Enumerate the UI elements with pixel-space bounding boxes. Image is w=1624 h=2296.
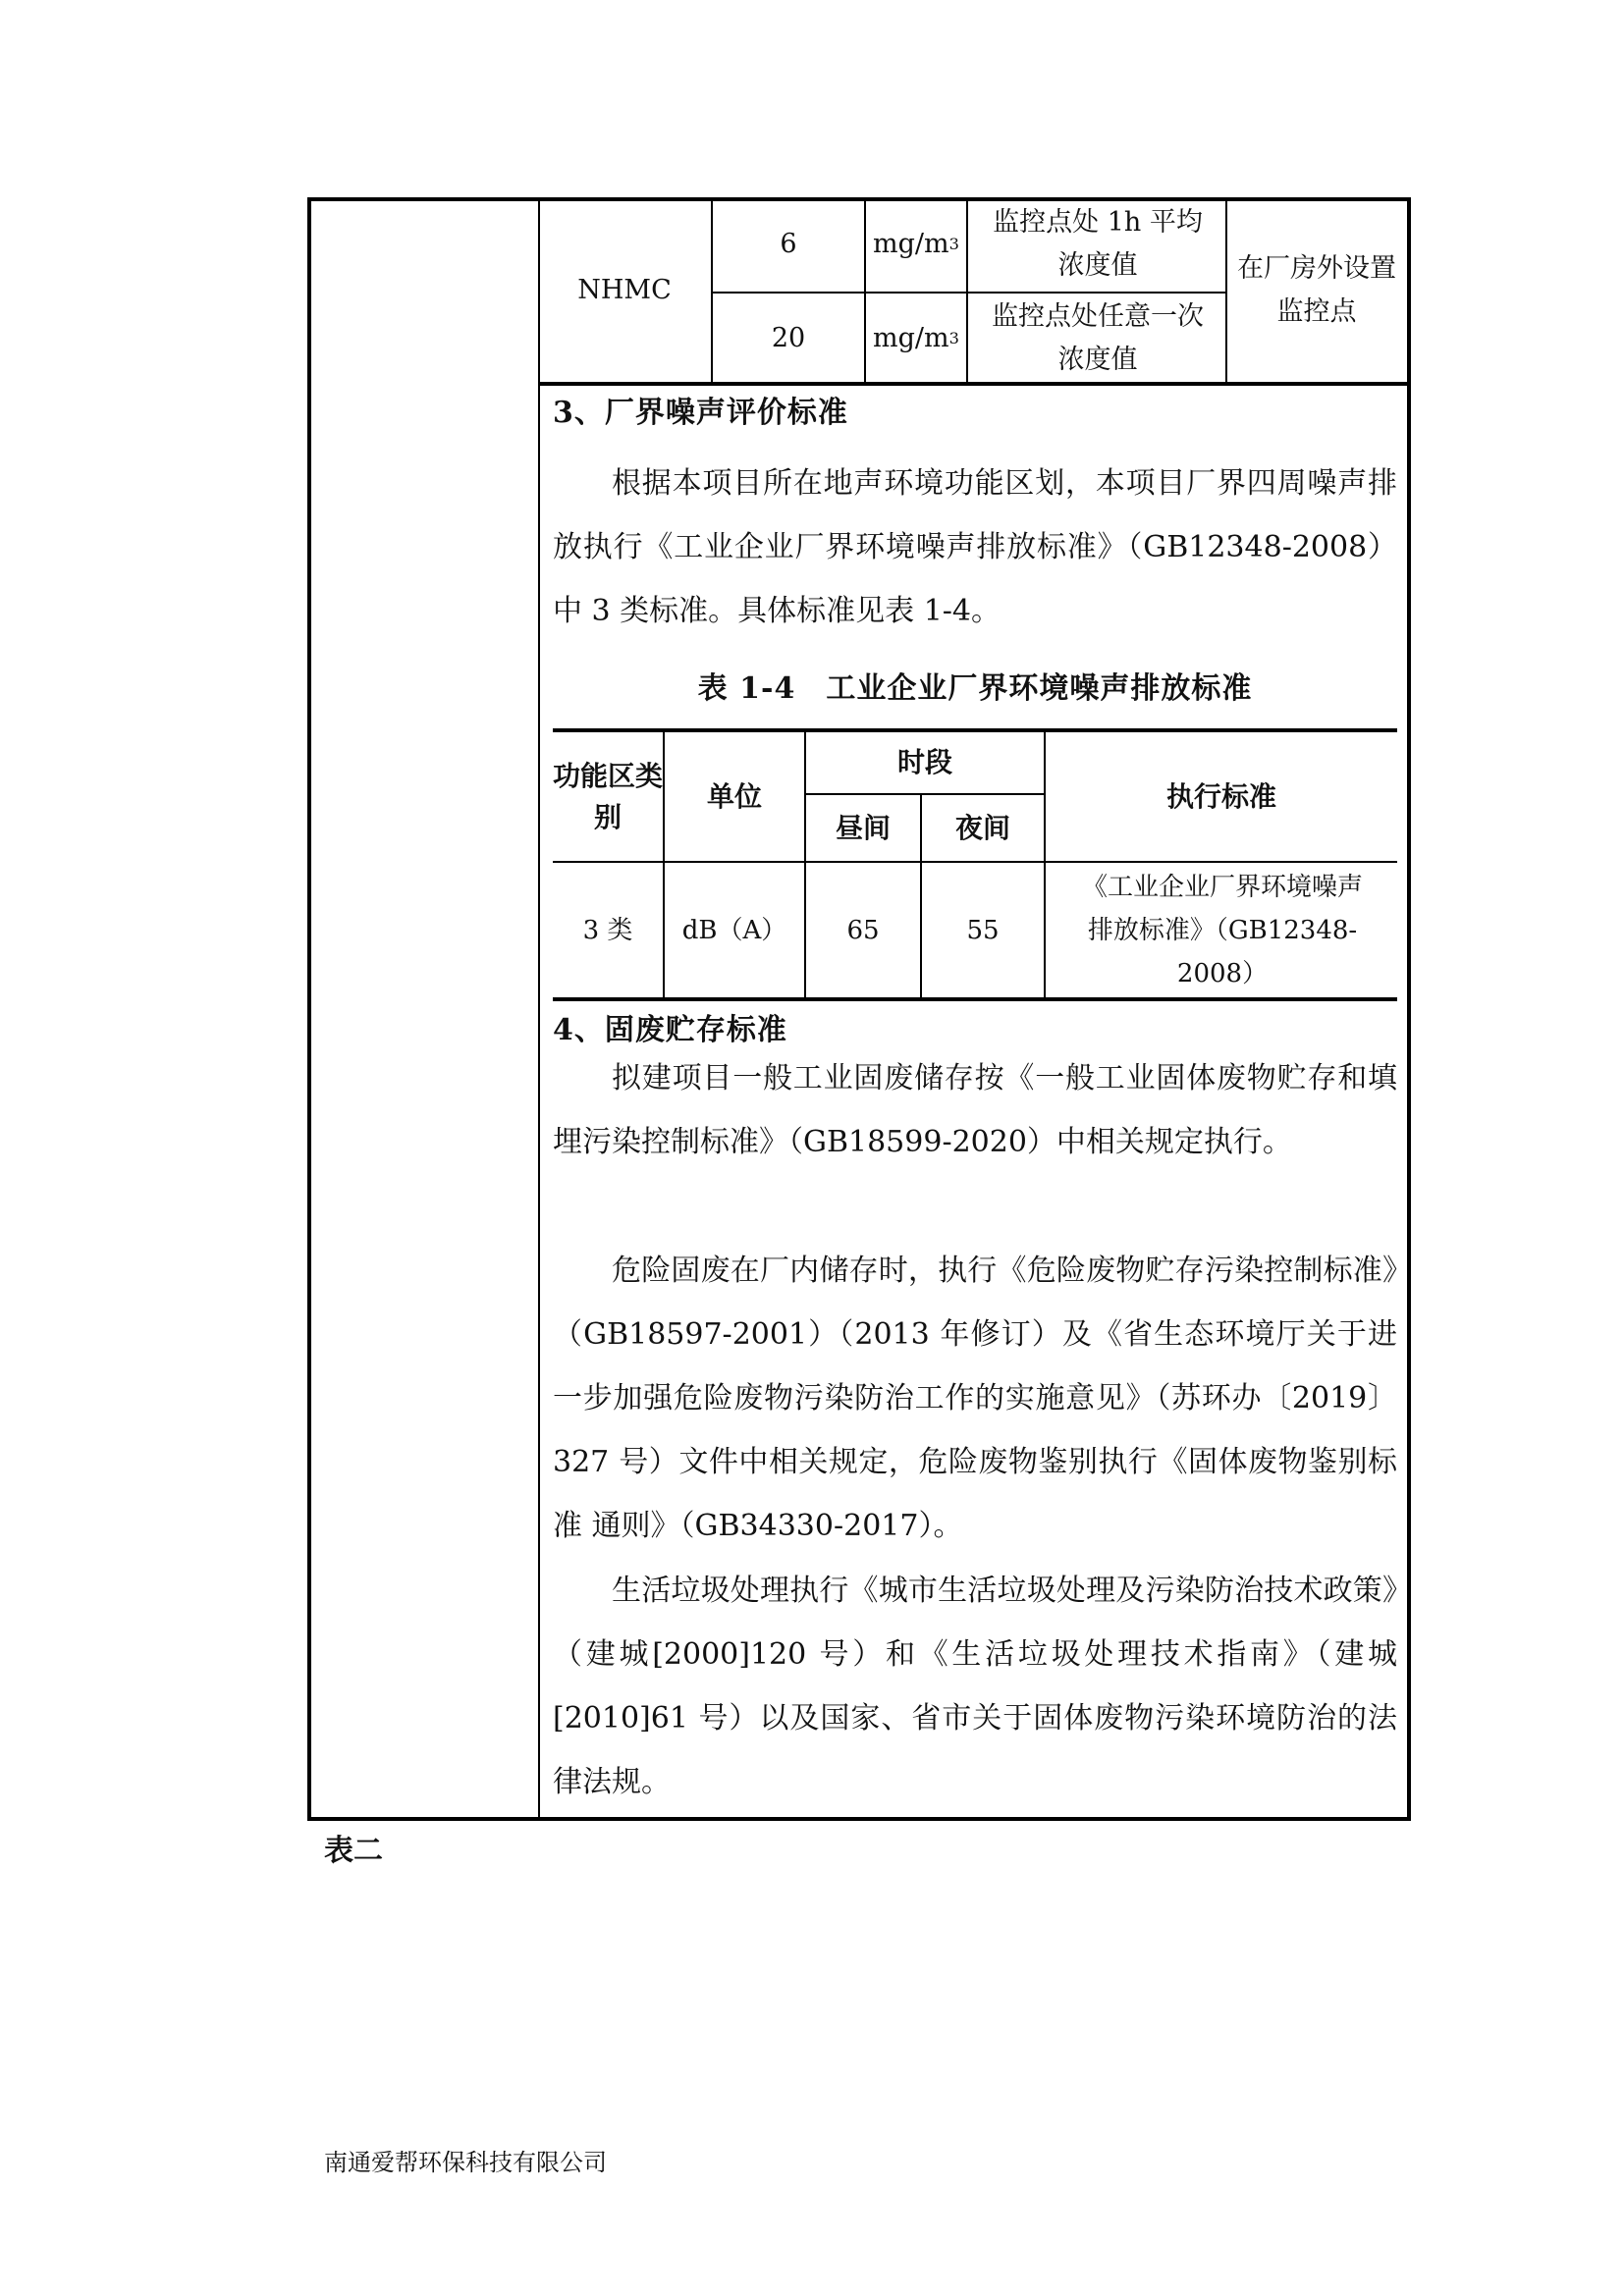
table-col-line xyxy=(1044,862,1046,999)
header-period: 时段 xyxy=(896,746,952,778)
nhmc-value-2: 20 xyxy=(771,323,806,353)
header-standard: 执行标准 xyxy=(1165,779,1276,813)
section-4-paragraph-1: 拟建项目一般工业固废储存按《一般工业固体废物贮存和填埋污染控制标准》（GB18599-2020）中相关规定执行。 xyxy=(553,1061,1397,1159)
nhmc-desc-1: 监控点处 1h 平均浓度值 xyxy=(993,207,1203,281)
page-footer-company: 南通爱帮环保科技有限公司 xyxy=(324,2149,607,2176)
nhmc-unit-2: mg/m 3 xyxy=(873,323,959,353)
nhmc-desc-2: 监控点处任意一次浓度值 xyxy=(992,301,1204,375)
section-4-heading: 4、固废贮存标准 xyxy=(553,1013,787,1047)
table-bottom-rule xyxy=(553,997,1397,1001)
cell-zone: 3 类 xyxy=(582,915,633,945)
cell-unit: dB（A） xyxy=(681,915,787,945)
header-unit: 单位 xyxy=(706,779,762,813)
nhmc-unit-1: mg/m 3 xyxy=(873,229,959,259)
cell-day: 65 xyxy=(846,915,880,945)
noise-standard-table xyxy=(553,728,1397,1001)
table-1-4-caption: 表 1-4 工业企业厂界环境噪声排放标准 xyxy=(697,671,1253,706)
section-4-paragraph-2: 危险固废在厂内储存时，执行《危险废物贮存污染控制标准》（GB18597-2001）（2013 年修订）及《省生态环境厅关于进一步加强危险废物污染防治工作的实施意见》（苏环办〔2019〕327 号）文件中相关规定，危险废物鉴别执行《固体废物鉴别标准 通则》（GB34330-2017）。 xyxy=(553,1254,1397,1543)
header-night: 夜间 xyxy=(954,811,1010,844)
frame-column-divider xyxy=(538,197,540,1821)
cell-standard: 《工业企业厂界环境噪声排放标准》（GB12348-2008） xyxy=(1081,872,1363,988)
nhmc-col-line xyxy=(1225,197,1227,386)
nhmc-value-1: 6 xyxy=(780,229,797,259)
nhmc-location: 在厂房外设置监控点 xyxy=(1237,253,1396,327)
next-table-label: 表二 xyxy=(324,1834,383,1868)
nhmc-pollutant: NHMC xyxy=(577,275,672,305)
header-zone: 功能区类别 xyxy=(553,759,664,833)
header-day: 昼间 xyxy=(835,811,891,844)
section-3-heading: 3、厂界噪声评价标准 xyxy=(553,396,848,430)
nhmc-standard-table xyxy=(538,197,1407,386)
section-3-paragraph: 根据本项目所在地声环境功能区划，本项目厂界四周噪声排放执行《工业企业厂界环境噪声排放标准》（GB12348-2008）中 3 类标准。具体标准见表 1-4。 xyxy=(553,466,1397,628)
cell-night: 55 xyxy=(966,915,1000,945)
section-4-paragraph-3: 生活垃圾处理执行《城市生活垃圾处理及污染防治技术政策》（建城[2000]120 号）和《生活垃圾处理技术指南》（建城[2010]61 号）以及国家、省市关于固体废物污染环境防治的法律法规。 xyxy=(553,1574,1397,1799)
